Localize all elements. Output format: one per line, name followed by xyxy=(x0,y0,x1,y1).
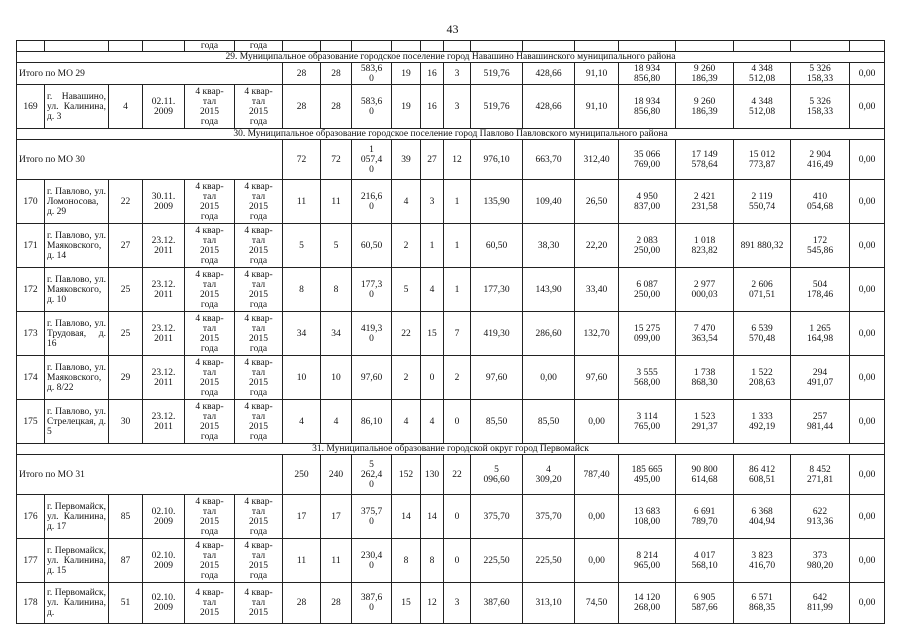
total-value: 312,40 xyxy=(575,140,619,180)
table-cell: 17 xyxy=(321,495,352,539)
table-cell xyxy=(109,41,143,52)
table-cell: 216,6 0 xyxy=(352,180,392,224)
table-cell: 25 xyxy=(109,268,143,312)
table-cell: 29 xyxy=(109,356,143,400)
total-label: Итого по МО 29 xyxy=(17,63,283,85)
table-cell: 419,3 0 xyxy=(352,312,392,356)
table-cell: 15 275 099,00 xyxy=(619,312,676,356)
table-cell: 14 xyxy=(421,495,444,539)
total-value: 18 934 856,80 xyxy=(619,63,676,85)
table-cell: 87 xyxy=(109,539,143,583)
table-row-fragment xyxy=(17,41,885,52)
page-number: 43 xyxy=(446,22,459,36)
table-cell xyxy=(45,41,109,52)
row-number: 175 xyxy=(17,400,45,444)
table-cell: 0,00 xyxy=(850,180,885,224)
section-header-row xyxy=(17,129,885,140)
table-cell: 4 xyxy=(421,268,444,312)
row-address: г. Навашино, ул. Калинина, д. 3 xyxy=(45,85,109,129)
table-cell: 85,50 xyxy=(523,400,575,444)
table-cell: 25 xyxy=(109,312,143,356)
table-cell: 4 квар- тал 2015 года xyxy=(235,85,283,129)
table-row xyxy=(17,268,885,312)
table-cell: 3 114 765,00 xyxy=(619,400,676,444)
table-cell: 5 326 158,33 xyxy=(791,85,850,129)
table-cell xyxy=(850,41,885,52)
table-cell: 4 квар- тал 2015 года xyxy=(185,495,235,539)
table-cell: 135,90 xyxy=(471,180,523,224)
table-cell: 9 260 186,39 xyxy=(676,85,734,129)
total-value: 28 xyxy=(283,63,321,85)
table-cell: 3 xyxy=(444,583,471,624)
table-row xyxy=(17,539,885,583)
table-cell: 0,00 xyxy=(850,583,885,624)
table-cell: 410 054,68 xyxy=(791,180,850,224)
table-cell: 4 квар- тал 2015 года xyxy=(235,539,283,583)
table-cell: 6 087 250,00 xyxy=(619,268,676,312)
table-cell: 583,6 0 xyxy=(352,85,392,129)
table-cell: 14 xyxy=(392,495,421,539)
table-cell: 1 xyxy=(444,224,471,268)
table-cell: года xyxy=(185,41,235,52)
table-cell: 7 470 363,54 xyxy=(676,312,734,356)
table-cell: 5 xyxy=(392,268,421,312)
table-cell: 428,66 xyxy=(523,85,575,129)
table-cell: 1 738 868,30 xyxy=(676,356,734,400)
total-value: 185 665 495,00 xyxy=(619,455,676,495)
table-cell xyxy=(734,41,791,52)
table-cell: 17 xyxy=(283,495,321,539)
table-cell: 4 квар- тал 2015 года xyxy=(235,268,283,312)
table-cell: 4 квар- тал 2015 года xyxy=(235,356,283,400)
table-cell: 375,70 xyxy=(523,495,575,539)
table-cell: 375,7 0 xyxy=(352,495,392,539)
table-cell: 387,60 xyxy=(471,583,523,624)
table-cell: 0 xyxy=(444,539,471,583)
total-value: 17 149 578,64 xyxy=(676,140,734,180)
table-cell: 11 xyxy=(283,539,321,583)
table-cell: 2 606 071,51 xyxy=(734,268,791,312)
total-value: 2 904 416,49 xyxy=(791,140,850,180)
table-cell: 1 523 291,37 xyxy=(676,400,734,444)
table-cell: 22,20 xyxy=(575,224,619,268)
table-cell: 519,76 xyxy=(471,85,523,129)
table-row xyxy=(17,180,885,224)
table-cell: 294 491,07 xyxy=(791,356,850,400)
table-cell: 28 xyxy=(321,85,352,129)
table-cell: 10 xyxy=(321,356,352,400)
table-cell: 34 xyxy=(283,312,321,356)
table-row xyxy=(17,224,885,268)
table-cell: 10 xyxy=(283,356,321,400)
table-cell: 8 xyxy=(283,268,321,312)
table-cell: 22 xyxy=(109,180,143,224)
table-cell: 143,90 xyxy=(523,268,575,312)
total-value: 519,76 xyxy=(471,63,523,85)
table-cell: 7 xyxy=(444,312,471,356)
table-cell xyxy=(143,41,185,52)
table-cell: 0,00 xyxy=(575,495,619,539)
table-cell: 257 981,44 xyxy=(791,400,850,444)
table-cell: 4 квар- тал 2015 xyxy=(235,583,283,624)
table-row xyxy=(17,356,885,400)
row-address: г. Павлово, ул. Маяковского, д. 8/22 xyxy=(45,356,109,400)
total-row xyxy=(17,63,885,85)
table-cell: 30.11. 2009 xyxy=(143,180,185,224)
table-cell: 4 квар- тал 2015 года xyxy=(235,180,283,224)
row-address: г. Павлово, ул. Трудовая, д. 16 xyxy=(45,312,109,356)
table-cell: 4 квар- тал 2015 года xyxy=(185,268,235,312)
total-row xyxy=(17,140,885,180)
section-title: 31. Муниципальное образование городской округ город Первомайск xyxy=(17,444,885,455)
table-cell: 4 квар- тал 2015 года xyxy=(185,539,235,583)
table-cell: 02.10. 2009 xyxy=(143,583,185,624)
total-value: 91,10 xyxy=(575,63,619,85)
table-cell: 373 980,20 xyxy=(791,539,850,583)
total-value: 72 xyxy=(321,140,352,180)
table-cell: 0 xyxy=(421,356,444,400)
table-cell: 1 xyxy=(444,268,471,312)
table-cell: 3 xyxy=(444,85,471,129)
table-cell: 0,00 xyxy=(850,400,885,444)
table-cell: 4 квар- тал 2015 года xyxy=(185,400,235,444)
table-cell: 38,30 xyxy=(523,224,575,268)
table-cell: 23.12. 2011 xyxy=(143,400,185,444)
table-cell: 4 квар- тал 2015 года xyxy=(185,224,235,268)
table-cell: 4 квар- тал 2015 года xyxy=(185,356,235,400)
total-value: 72 xyxy=(283,140,321,180)
row-address: г. Первомайск, ул. Калинина, д. 15 xyxy=(45,539,109,583)
table-cell: 15 xyxy=(392,583,421,624)
total-value: 16 xyxy=(421,63,444,85)
total-value: 250 xyxy=(283,455,321,495)
table-row xyxy=(17,400,885,444)
total-value: 0,00 xyxy=(850,140,885,180)
total-value: 27 xyxy=(421,140,444,180)
table-cell: 86,10 xyxy=(352,400,392,444)
table-cell: 1 xyxy=(444,180,471,224)
section-header-row xyxy=(17,444,885,455)
table-cell: 85 xyxy=(109,495,143,539)
table-cell: 286,60 xyxy=(523,312,575,356)
total-label: Итого по МО 31 xyxy=(17,455,283,495)
table-cell: 02.10. 2009 xyxy=(143,495,185,539)
table-cell: 230,4 0 xyxy=(352,539,392,583)
table-cell: 11 xyxy=(321,180,352,224)
total-value: 9 260 186,39 xyxy=(676,63,734,85)
table-cell: 4 xyxy=(283,400,321,444)
table-cell: 375,70 xyxy=(471,495,523,539)
table-cell: 2 977 000,03 xyxy=(676,268,734,312)
total-value: 976,10 xyxy=(471,140,523,180)
total-label: Итого по МО 30 xyxy=(17,140,283,180)
row-address: г. Павлово, ул. Ломоносова, д. 29 xyxy=(45,180,109,224)
section-header-row xyxy=(17,52,885,63)
table-cell: 225,50 xyxy=(471,539,523,583)
total-value: 0,00 xyxy=(850,455,885,495)
table-cell: 4 квар- тал 2015 года xyxy=(235,495,283,539)
table-cell: 4 xyxy=(392,400,421,444)
row-number: 173 xyxy=(17,312,45,356)
table-cell: 2 xyxy=(444,356,471,400)
table-cell: 177,3 0 xyxy=(352,268,392,312)
table-cell: 0,00 xyxy=(850,356,885,400)
total-value: 12 xyxy=(444,140,471,180)
table-cell: 0,00 xyxy=(850,312,885,356)
table-cell xyxy=(17,41,45,52)
table-cell: 1 265 164,98 xyxy=(791,312,850,356)
table-cell xyxy=(421,41,444,52)
total-value: 3 xyxy=(444,63,471,85)
table-cell: 177,30 xyxy=(471,268,523,312)
table-cell: 4 квар- тал 2015 года xyxy=(185,312,235,356)
table-cell: 2 xyxy=(392,224,421,268)
table-cell xyxy=(321,41,352,52)
total-value: 22 xyxy=(444,455,471,495)
table-cell: 97,60 xyxy=(352,356,392,400)
table-cell: 4 xyxy=(109,85,143,129)
total-value: 28 xyxy=(321,63,352,85)
table-cell: 3 xyxy=(421,180,444,224)
total-value: 130 xyxy=(421,455,444,495)
row-number: 169 xyxy=(17,85,45,129)
table-cell: 0,00 xyxy=(850,224,885,268)
data-table xyxy=(16,40,885,624)
table-cell: 11 xyxy=(321,539,352,583)
table-cell: 23.12. 2011 xyxy=(143,356,185,400)
table-cell: 23.12. 2011 xyxy=(143,312,185,356)
total-value: 152 xyxy=(392,455,421,495)
table-cell: 2 421 231,58 xyxy=(676,180,734,224)
table-cell: 91,10 xyxy=(575,85,619,129)
table-cell: 0,00 xyxy=(850,268,885,312)
table-cell: 132,70 xyxy=(575,312,619,356)
table-cell xyxy=(471,41,523,52)
table-cell: 622 913,36 xyxy=(791,495,850,539)
table-cell xyxy=(444,41,471,52)
table-cell xyxy=(283,41,321,52)
table-cell: 4 квар- тал 2015 года xyxy=(185,85,235,129)
table-cell: 16 xyxy=(421,85,444,129)
table-cell: 97,60 xyxy=(471,356,523,400)
total-value: 4 348 512,08 xyxy=(734,63,791,85)
table-cell: 504 178,46 xyxy=(791,268,850,312)
table-cell: 0,00 xyxy=(523,356,575,400)
table-cell: 6 691 789,70 xyxy=(676,495,734,539)
table-cell: 8 xyxy=(321,268,352,312)
table-cell: 1 522 208,63 xyxy=(734,356,791,400)
total-value: 663,70 xyxy=(523,140,575,180)
total-value: 8 452 271,81 xyxy=(791,455,850,495)
table-cell xyxy=(392,41,421,52)
total-value: 240 xyxy=(321,455,352,495)
table-cell: 0,00 xyxy=(850,539,885,583)
table-cell: 419,30 xyxy=(471,312,523,356)
table-cell: 172 545,86 xyxy=(791,224,850,268)
total-value: 19 xyxy=(392,63,421,85)
table-cell: 28 xyxy=(283,583,321,624)
table-cell: 19 xyxy=(392,85,421,129)
table-cell: 4 017 568,10 xyxy=(676,539,734,583)
table-cell: 0,00 xyxy=(850,85,885,129)
total-value: 35 066 769,00 xyxy=(619,140,676,180)
table-cell xyxy=(791,41,850,52)
row-number: 178 xyxy=(17,583,45,624)
table-cell: 23.12. 2011 xyxy=(143,268,185,312)
total-row xyxy=(17,455,885,495)
total-value: 5 096,60 xyxy=(471,455,523,495)
table-cell: 642 811,99 xyxy=(791,583,850,624)
table-cell: 4 xyxy=(392,180,421,224)
table-cell: 34 xyxy=(321,312,352,356)
table-cell: 1 333 492,19 xyxy=(734,400,791,444)
table-cell: 4 950 837,00 xyxy=(619,180,676,224)
table-cell: 11 xyxy=(283,180,321,224)
table-cell xyxy=(619,41,676,52)
table-cell: 2 083 250,00 xyxy=(619,224,676,268)
table-cell: 18 934 856,80 xyxy=(619,85,676,129)
table-cell: 60,50 xyxy=(471,224,523,268)
table-row xyxy=(17,312,885,356)
table-cell: 14 120 268,00 xyxy=(619,583,676,624)
table-cell: 6 571 868,35 xyxy=(734,583,791,624)
row-address: г. Первомайск, ул. Калинина, д. 17 xyxy=(45,495,109,539)
table-cell: 6 905 587,66 xyxy=(676,583,734,624)
table-cell: 4 квар- тал 2015 xyxy=(185,583,235,624)
table-cell: 30 xyxy=(109,400,143,444)
row-number: 174 xyxy=(17,356,45,400)
table-cell: 0,00 xyxy=(575,539,619,583)
total-value: 5 326 158,33 xyxy=(791,63,850,85)
table-cell: 5 xyxy=(283,224,321,268)
table-cell: 2 xyxy=(392,356,421,400)
table-cell: 02.11. 2009 xyxy=(143,85,185,129)
row-address: г. Павлово, ул. Маяковского, д. 10 xyxy=(45,268,109,312)
table-cell: 4 xyxy=(321,400,352,444)
table-cell: 1 018 823,82 xyxy=(676,224,734,268)
table-cell xyxy=(575,41,619,52)
table-cell: 28 xyxy=(283,85,321,129)
table-cell: 313,10 xyxy=(523,583,575,624)
table-cell xyxy=(676,41,734,52)
table-cell: 8 214 965,00 xyxy=(619,539,676,583)
table-cell: 26,50 xyxy=(575,180,619,224)
table-cell: 225,50 xyxy=(523,539,575,583)
table-cell xyxy=(352,41,392,52)
total-value: 5 262,4 0 xyxy=(352,455,392,495)
table-cell: 0,00 xyxy=(850,495,885,539)
row-number: 172 xyxy=(17,268,45,312)
table-cell: 4 348 512,08 xyxy=(734,85,791,129)
table-cell: 74,50 xyxy=(575,583,619,624)
table-cell: 4 квар- тал 2015 года xyxy=(235,224,283,268)
total-value: 583,6 0 xyxy=(352,63,392,85)
table-cell: 33,40 xyxy=(575,268,619,312)
table-row xyxy=(17,85,885,129)
table-cell: 02.10. 2009 xyxy=(143,539,185,583)
table-cell: 387,6 0 xyxy=(352,583,392,624)
total-value: 4 309,20 xyxy=(523,455,575,495)
table-cell: 891 880,32 xyxy=(734,224,791,268)
table-cell: 0,00 xyxy=(575,400,619,444)
table-cell xyxy=(523,41,575,52)
total-value: 787,40 xyxy=(575,455,619,495)
row-number: 170 xyxy=(17,180,45,224)
table-cell: 4 квар- тал 2015 года xyxy=(235,400,283,444)
total-value: 90 800 614,68 xyxy=(676,455,734,495)
table-cell: 60,50 xyxy=(352,224,392,268)
table-cell: 4 квар- тал 2015 года xyxy=(235,312,283,356)
table-cell: 0 xyxy=(444,400,471,444)
table-cell: 97,60 xyxy=(575,356,619,400)
row-address: г. Павлово, ул. Маяковского, д. 14 xyxy=(45,224,109,268)
table-cell: 22 xyxy=(392,312,421,356)
table-cell: 3 823 416,70 xyxy=(734,539,791,583)
table-cell: 85,50 xyxy=(471,400,523,444)
table-cell: 23.12. 2011 xyxy=(143,224,185,268)
total-value: 0,00 xyxy=(850,63,885,85)
table-cell: 28 xyxy=(321,583,352,624)
table-cell: 4 квар- тал 2015 года xyxy=(185,180,235,224)
table-row xyxy=(17,583,885,624)
table-cell: 0 xyxy=(444,495,471,539)
table-cell: 6 539 570,48 xyxy=(734,312,791,356)
table-cell: 6 368 404,94 xyxy=(734,495,791,539)
total-value: 1 057,4 0 xyxy=(352,140,392,180)
section-title: 30. Муниципальное образование городское поселение город Павлово Павловского муниципального района xyxy=(17,129,885,140)
table-cell: года xyxy=(235,41,283,52)
table-cell: 8 xyxy=(392,539,421,583)
table-cell: 2 119 550,74 xyxy=(734,180,791,224)
total-value: 86 412 608,51 xyxy=(734,455,791,495)
table-cell: 8 xyxy=(421,539,444,583)
row-number: 177 xyxy=(17,539,45,583)
total-value: 15 012 773,87 xyxy=(734,140,791,180)
row-number: 171 xyxy=(17,224,45,268)
row-address: г. Павлово, ул. Стрелецкая, д. 5 xyxy=(45,400,109,444)
table-row xyxy=(17,495,885,539)
table-cell: 15 xyxy=(421,312,444,356)
table-cell: 13 683 108,00 xyxy=(619,495,676,539)
table-cell: 12 xyxy=(421,583,444,624)
total-value: 39 xyxy=(392,140,421,180)
section-title: 29. Муниципальное образование городское поселение город Навашино Навашинского муниципального района xyxy=(17,52,885,63)
total-value: 428,66 xyxy=(523,63,575,85)
table-cell: 5 xyxy=(321,224,352,268)
table-cell: 1 xyxy=(421,224,444,268)
row-number: 176 xyxy=(17,495,45,539)
table-cell: 109,40 xyxy=(523,180,575,224)
table-cell: 3 555 568,00 xyxy=(619,356,676,400)
table-cell: 4 xyxy=(421,400,444,444)
row-address: г. Первомайск, ул. Калинина, д. xyxy=(45,583,109,624)
table-cell: 51 xyxy=(109,583,143,624)
table-cell: 27 xyxy=(109,224,143,268)
